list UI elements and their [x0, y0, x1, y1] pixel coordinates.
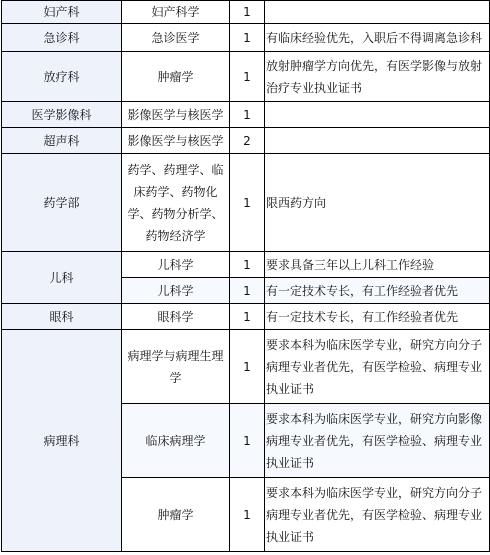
dept-cell: 眼科 [2, 304, 122, 330]
requirement-cell: 有临床经验优先，入职后不得调离急诊科 [265, 24, 490, 52]
headcount-cell: 1 [230, 102, 265, 128]
major-cell: 妇产科学 [122, 1, 230, 24]
dept-cell: 药学部 [2, 154, 122, 252]
major-cell: 儿科学 [122, 278, 230, 304]
table-row [2, 330, 490, 404]
headcount-cell: 2 [230, 128, 265, 154]
major-cell: 影像医学与核医学 [122, 102, 230, 128]
requirement-cell: 要求本科为临床医学专业，研究方向影像病理专业者优先，有医学检验、病理专业执业证书 [265, 404, 490, 478]
headcount-cell: 1 [230, 1, 265, 24]
headcount-cell: 1 [230, 252, 265, 278]
major-cell: 肿瘤学 [122, 52, 230, 102]
major-cell: 急诊医学 [122, 24, 230, 52]
table-row [2, 1, 490, 24]
major-cell: 临床病理学 [122, 404, 230, 478]
dept-cell: 儿科 [2, 252, 122, 304]
requirement-cell: 限西药方向 [265, 154, 490, 252]
dept-cell: 病理科 [2, 330, 122, 552]
requirement-cell: 要求具备三年以上儿科工作经验 [265, 252, 490, 278]
headcount-cell: 1 [230, 304, 265, 330]
major-cell: 肿瘤学 [122, 478, 230, 552]
headcount-cell: 1 [230, 154, 265, 252]
table-row [2, 252, 490, 278]
major-cell: 儿科学 [122, 252, 230, 278]
table-row [2, 154, 490, 252]
headcount-cell: 1 [230, 478, 265, 552]
table-row [2, 24, 490, 52]
requirement-cell: 有一定技术专长，有工作经验者优先 [265, 304, 490, 330]
dept-cell: 医学影像科 [2, 102, 122, 128]
table-row [2, 304, 490, 330]
requirement-cell: 有一定技术专长，有工作经验者优先 [265, 278, 490, 304]
requirement-cell: 要求本科为临床医学专业，研究方向分子病理专业者优先，有医学检验、病理专业执业证书 [265, 478, 490, 552]
recruitment-table [1, 0, 490, 552]
dept-cell: 放疗科 [2, 52, 122, 102]
table-row [2, 52, 490, 102]
headcount-cell: 1 [230, 52, 265, 102]
requirement-cell [265, 102, 490, 128]
major-cell: 病理学与病理生理学 [122, 330, 230, 404]
major-cell: 影像医学与核医学 [122, 128, 230, 154]
dept-cell: 超声科 [2, 128, 122, 154]
headcount-cell: 1 [230, 278, 265, 304]
dept-cell: 妇产科 [2, 1, 122, 24]
major-cell: 药学、药理学、临床药学、药物化学、药物分析学、药物经济学 [122, 154, 230, 252]
dept-cell: 急诊科 [2, 24, 122, 52]
requirement-cell [265, 1, 490, 24]
requirement-cell [265, 128, 490, 154]
headcount-cell: 1 [230, 404, 265, 478]
table-row [2, 102, 490, 128]
requirement-cell: 放射肿瘤学方向优先，有医学影像与放射治疗专业执业证书 [265, 52, 490, 102]
table-row [2, 128, 490, 154]
headcount-cell: 1 [230, 24, 265, 52]
headcount-cell: 1 [230, 330, 265, 404]
requirement-cell: 要求本科为临床医学专业，研究方向分子病理专业者优先，有医学检验、病理专业执业证书 [265, 330, 490, 404]
major-cell: 眼科学 [122, 304, 230, 330]
